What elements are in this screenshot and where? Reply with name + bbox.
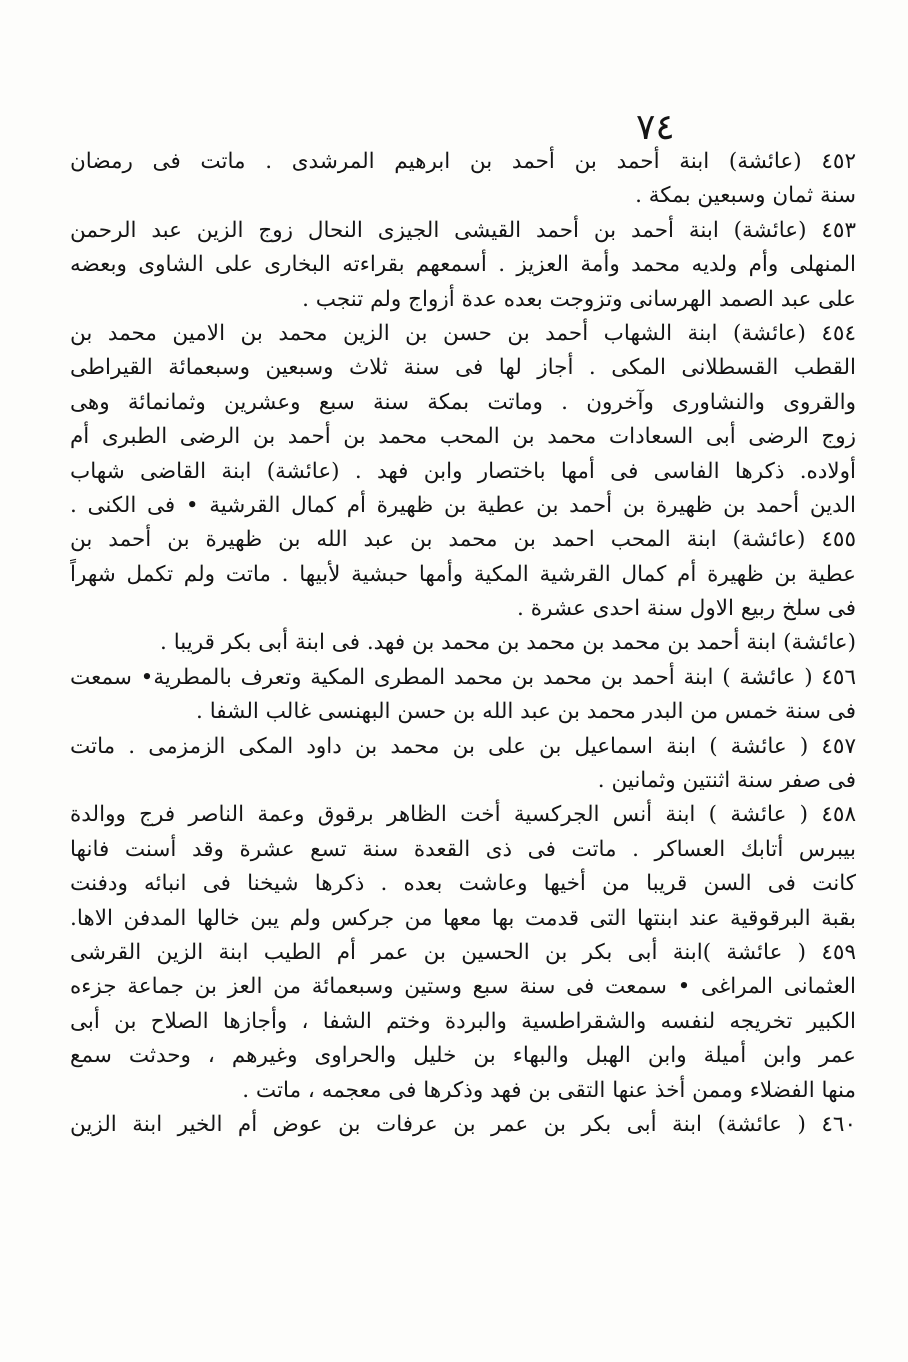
text-line: ٤٥٦ ( عائشة ) ابنة أحمد بن محمد بن محمد المطرى المكية وتعرف بالمطرية• سمعت [70,664,856,690]
text-line: زوج الرضى أبى السعادات محمد بن المحب محمد بن أحمد بن الرضى الطبرى أم [70,424,856,450]
text-line: عطية بن ظهيرة أم كمال القرشية المكية وأمها حبشية لأبيها . ماتت ولم تكمل شهراً [70,561,856,587]
text-line: ٤٥٧ ( عائشة ) ابنة اسماعيل بن على بن محمد بن داود المكى الزمزمى . ماتت [70,733,856,759]
text-line: كانت فى السن قريبا من أخيها وعاشت بعده . ذكرها شيخنا فى انبائه ودفنت [70,871,856,897]
text-body [70,145,856,1142]
text-line: الدين أحمد بن ظهيرة بن أحمد بن عطية بن ظهيرة أم كمال القرشية • فى الكنى . [70,492,856,518]
text-line: ٤٥٩ ( عائشة )ابنة أبى بكر بن الحسين بن عمر أم الطيب ابنة الزين القرشى [70,939,856,965]
text-line: بيبرس أتابك العساكر . ماتت فى ذى القعدة سنة تسع عشرة وقد أسنت فانها [70,836,856,862]
text-line: سنة ثمان وسبعين بمكة . [635,183,856,209]
text-line: ٤٥٤ (عائشة) ابنة الشهاب أحمد بن حسن بن الزين محمد بن الامين محمد بن [70,320,856,346]
page-number: ٧٤ [636,107,675,148]
text-line: والقروى والنشاورى وآخرون . وماتت بمكة سنة سبع وعشرين وثمانمائة وهى [70,389,856,415]
text-line: عمر وابن أميلة وابن الهبل والبهاء بن خليل والحراوى وغيرهم ، وحدثت سمع [70,1043,856,1069]
text-line: العثمانى المراغى • سمعت فى سنة سبع وستين وسبعمائة من العز بن جماعة جزءه [70,974,856,1000]
text-line: الكبير تخريجه لنفسه والشقراطسية والبردة وختم الشفا ، وأجازها الصلاح بن أبى [70,1008,856,1034]
text-line: ٤٥٢ (عائشة) ابنة أحمد بن أحمد بن ابرهيم المرشدى . ماتت فى رمضان [70,149,856,174]
text-line: على عبد الصمد الهرسانى وتزوجت بعده عدة أزواج ولم تنجب . [302,286,856,312]
text-line: أولاده. ذكرها الفاسى فى أمها باختصار وابن فهد . (عائشة) ابنة القاضى شهاب [70,458,856,484]
text-line: ٤٥٣ (عائشة) ابنة أحمد بن أحمد القيشى الجيزى النحال زوج الزين عبد الرحمن [70,217,856,243]
text-line: فى صفر سنة اثنتين وثمانين . [597,768,856,794]
text-line: ٤٥٥ (عائشة) ابنة المحب احمد بن محمد بن عبد الله بن ظهيرة بن أحمد بن [70,527,856,553]
text-line: المنهلى وأم ولديه محمد وأمة العزيز . أسمعهم بقراءته البخارى على الشاوى وبعضه [70,252,856,278]
text-line: منها الفضلاء وممن أخذ عنها التقى بن فهد وذكرها فى معجمه ، ماتت . [242,1077,856,1103]
text-line: القطب القسطلانى المكى . أجاز لها فى سنة ثلاث وسبعين وسبعمائة القيراطى [70,355,856,381]
text-line: فى سنة خمس من البدر محمد بن عبد الله بن حسن البهنسى غالب الشفا . [196,699,856,725]
text-line: فى سلخ ربيع الاول سنة احدى عشرة . [517,596,856,622]
text-line: (عائشة) ابنة أحمد بن محمد بن محمد بن محمد بن فهد. فى ابنة أبى بكر قريبا . [160,630,856,656]
text-line: ٤٥٨ ( عائشة ) ابنة أنس الجركسية أخت الظاهر برقوق وعمة الناصر فرج ووالدة [70,802,856,828]
text-line: بقبة البرقوقية عند ابنتها التى قدمت بها معها من جركس ولم يبن خالها المدفن الاها. [70,905,856,931]
text-line: ٤٦٠ ( عائشة) ابنة أبى بكر بن عمر بن عرفات بن عوض أم الخير ابنة الزين [70,1111,856,1137]
